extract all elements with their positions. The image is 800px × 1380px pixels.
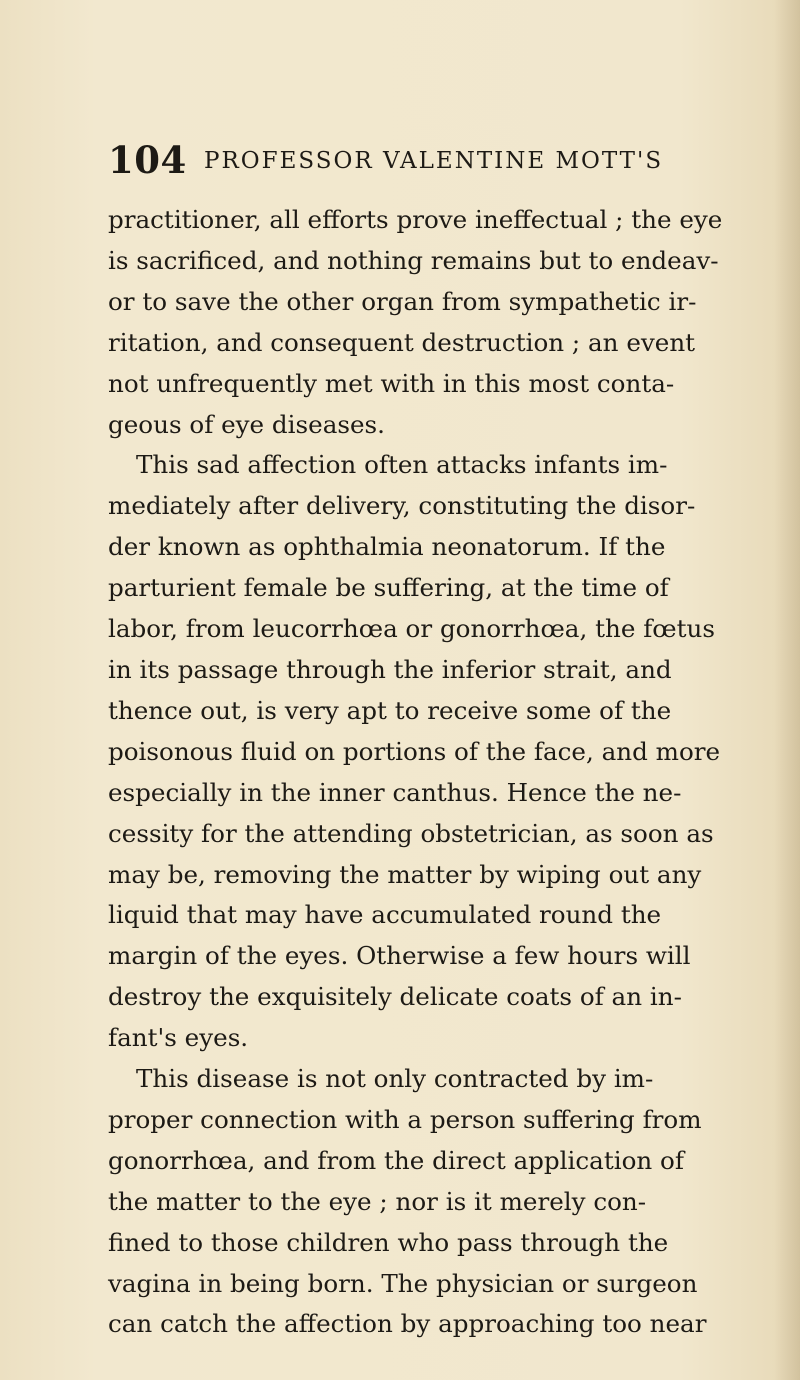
running-head bbox=[108, 138, 748, 182]
text-line: labor, from leucorrhœa or gonorrhœa, the fœtus bbox=[108, 614, 715, 644]
text-line: fined to those children who pass through the bbox=[108, 1227, 669, 1257]
text-line: especially in the inner canthus. Hence the ne- bbox=[108, 777, 682, 807]
page-edge-shadow bbox=[774, 0, 800, 1380]
text-line: proper connection with a person suffering from bbox=[108, 1104, 702, 1134]
text-line: liquid that may have accumulated round the bbox=[108, 900, 662, 930]
text-line: vagina in being born. The physician or surgeon bbox=[108, 1268, 698, 1298]
text-line: mediately after delivery, constituting the disor- bbox=[108, 491, 696, 521]
text-line: ritation, and consequent destruction ; an event bbox=[108, 327, 696, 357]
text-line: gonorrhœa, and from the direct application of bbox=[108, 1145, 684, 1175]
text-line: can catch the affection by approaching too near bbox=[108, 1309, 707, 1339]
text-line: is sacrificed, and nothing remains but to endeav- bbox=[108, 245, 719, 275]
text-line: parturient female be suffering, at the time of bbox=[108, 573, 669, 603]
paragraph-start-line: This sad affection often attacks infants im- bbox=[136, 450, 668, 480]
text-line: margin of the eyes. Otherwise a few hours will bbox=[108, 941, 691, 971]
text-line: poisonous fluid on portions of the face, and more bbox=[108, 736, 721, 766]
paragraph-start-line: This disease is not only contracted by im- bbox=[136, 1064, 654, 1094]
text-line: in its passage through the inferior strait, and bbox=[108, 654, 672, 684]
text-line: not unfrequently met with in this most conta- bbox=[108, 368, 675, 398]
text-line: thence out, is very apt to receive some of the bbox=[108, 695, 672, 725]
text-line: geous of eye diseases. bbox=[108, 409, 385, 439]
page-number: 104 bbox=[108, 138, 187, 182]
running-title: PROFESSOR VALENTINE MOTT'S bbox=[204, 148, 664, 174]
body-text bbox=[108, 200, 768, 1345]
text-line: fant's eyes. bbox=[108, 1023, 249, 1053]
text-line: destroy the exquisitely delicate coats of an in- bbox=[108, 982, 682, 1012]
text-line: or to save the other organ from sympathetic ir- bbox=[108, 286, 697, 316]
text-line: the matter to the eye ; nor is it merely con- bbox=[108, 1186, 647, 1216]
text-line: may be, removing the matter by wiping out any bbox=[108, 859, 702, 889]
text-line: practitioner, all efforts prove ineffectual ; the eye bbox=[108, 205, 723, 234]
text-line: der known as ophthalmia neonatorum. If the bbox=[108, 532, 666, 562]
text-line: cessity for the attending obstetrician, as soon as bbox=[108, 818, 714, 848]
